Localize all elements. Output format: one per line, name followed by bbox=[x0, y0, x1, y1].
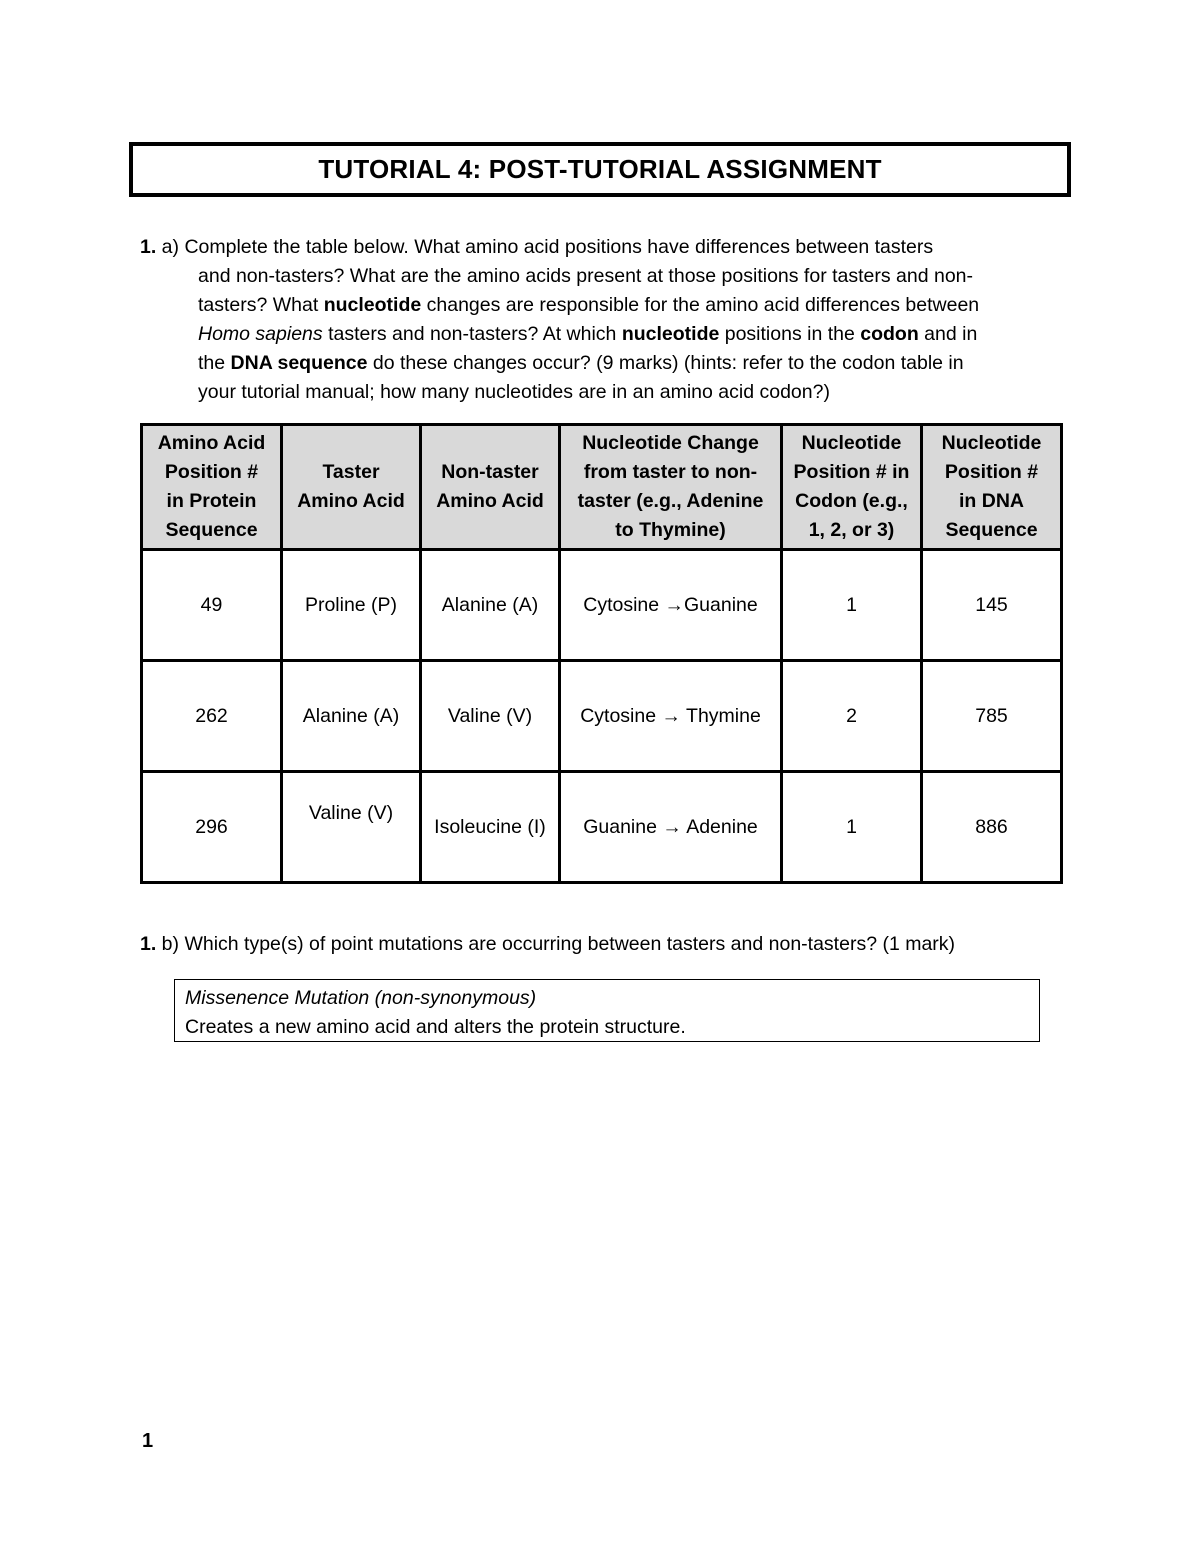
header-codon-position bbox=[782, 425, 922, 550]
header-text: from taster to non- bbox=[583, 461, 758, 483]
cell-codon-position: 1 bbox=[782, 772, 922, 883]
header-text: Non-taster bbox=[441, 461, 539, 483]
cell-non-taster: Isoleucine (I) bbox=[421, 772, 560, 883]
question-1a-line-2: and non-tasters? What are the amino acids present at those positions for tasters and non- bbox=[198, 265, 974, 287]
header-text: Nucleotide bbox=[941, 432, 1042, 454]
cell-taster: Proline (P) bbox=[282, 550, 421, 661]
question-1a-line-3 bbox=[198, 291, 1070, 320]
question-1a-line-3-start: tasters? What bbox=[198, 294, 324, 316]
answer-box[interactable] bbox=[174, 979, 1040, 1042]
header-text: Position # bbox=[164, 461, 259, 483]
header-dna-position bbox=[922, 425, 1062, 550]
question-1a-line-5-end: do these changes occur? (9 marks) (hints: refer to the codon table in bbox=[367, 352, 964, 374]
question-1a-line-4-mid: tasters and non-tasters? At which bbox=[322, 323, 622, 345]
header-text: taster (e.g., Adenine bbox=[577, 490, 764, 512]
cell-non-taster: Alanine (A) bbox=[421, 550, 560, 661]
question-1a-line-6: your tutorial manual; how many nucleotides are in an amino acid codon?) bbox=[198, 381, 830, 403]
question-1a-line-4-bold-1: nucleotide bbox=[621, 323, 720, 345]
answer-line-2: Creates a new amino acid and alters the protein structure. bbox=[185, 1016, 686, 1038]
question-1a-line-4-italic: Homo sapiens bbox=[198, 323, 323, 345]
header-text: to Thymine) bbox=[615, 519, 726, 541]
header-text: Nucleotide bbox=[801, 432, 902, 454]
question-1a-line-4-mid-2: positions in the bbox=[719, 323, 861, 345]
header-text: Amino Acid bbox=[157, 432, 266, 454]
header-text: Position # bbox=[944, 461, 1039, 483]
question-1a-line-4-end: and in bbox=[918, 323, 978, 345]
question-1b bbox=[140, 930, 955, 959]
header-text: Amino Acid bbox=[297, 490, 405, 512]
cell-codon-position: 1 bbox=[782, 550, 922, 661]
header-text: Sequence bbox=[945, 519, 1038, 541]
header-text: Position # in bbox=[793, 461, 910, 483]
cell-taster: Alanine (A) bbox=[282, 661, 421, 772]
header-text: Amino Acid bbox=[436, 490, 544, 512]
question-1a-line-3-bold: nucleotide bbox=[323, 294, 422, 316]
answer-line-1: Missenence Mutation (non-synonymous) bbox=[185, 987, 537, 1009]
header-non-taster-amino-acid bbox=[421, 425, 560, 550]
question-1b-text: b) Which type(s) of point mutations are occurring between tasters and non-tasters? (1 mark) bbox=[156, 933, 956, 955]
question-1a-line-4-bold-2: codon bbox=[860, 323, 919, 345]
cell-dna-position: 785 bbox=[922, 661, 1062, 772]
page-number: 1 bbox=[142, 1430, 154, 1452]
title-box bbox=[129, 142, 1071, 197]
question-1b-number: 1. bbox=[140, 933, 157, 955]
cell-non-taster: Valine (V) bbox=[421, 661, 560, 772]
cell-position: 296 bbox=[142, 772, 282, 883]
cell-dna-position: 145 bbox=[922, 550, 1062, 661]
header-text: Taster bbox=[322, 461, 380, 483]
header-text: Codon (e.g., bbox=[795, 490, 908, 512]
question-1a-line-1 bbox=[140, 233, 1070, 262]
cell-taster bbox=[282, 772, 421, 883]
table-row bbox=[142, 661, 1062, 772]
header-text: in DNA bbox=[959, 490, 1024, 512]
cell-position: 49 bbox=[142, 550, 282, 661]
question-1a-number: 1. bbox=[140, 236, 157, 258]
cell-change: Guanine → Adenine bbox=[560, 772, 782, 883]
amino-acid-table bbox=[140, 423, 1063, 884]
header-nucleotide-change bbox=[560, 425, 782, 550]
cell-position: 262 bbox=[142, 661, 282, 772]
header-text: Sequence bbox=[165, 519, 258, 541]
question-1a-line-5-start: the bbox=[198, 352, 231, 374]
header-text: Nucleotide Change bbox=[582, 432, 759, 454]
question-1a bbox=[140, 233, 1070, 407]
table-row bbox=[142, 772, 1062, 883]
header-text: 1, 2, or 3) bbox=[808, 519, 895, 541]
question-1a-line-5-bold: DNA sequence bbox=[230, 352, 368, 374]
page-title: TUTORIAL 4: POST-TUTORIAL ASSIGNMENT bbox=[318, 154, 882, 184]
question-1a-text-1: a) Complete the table below. What amino acid positions have differences between tasters bbox=[156, 236, 934, 258]
cell-change: Cytosine → Thymine bbox=[560, 661, 782, 772]
question-1a-continuation bbox=[140, 262, 1070, 407]
cell-taster-text: Valine (V) bbox=[308, 801, 394, 824]
cell-change: Cytosine →Guanine bbox=[560, 550, 782, 661]
header-taster-amino-acid bbox=[282, 425, 421, 550]
cell-dna-position: 886 bbox=[922, 772, 1062, 883]
table-row bbox=[142, 550, 1062, 661]
cell-codon-position: 2 bbox=[782, 661, 922, 772]
table-header-row bbox=[142, 425, 1062, 550]
header-amino-acid-position bbox=[142, 425, 282, 550]
question-1a-line-5 bbox=[198, 349, 1070, 378]
question-1a-line-4 bbox=[198, 320, 1070, 349]
question-1a-line-3-end: changes are responsible for the amino acid differences between bbox=[421, 294, 980, 316]
header-text: in Protein bbox=[166, 490, 257, 512]
